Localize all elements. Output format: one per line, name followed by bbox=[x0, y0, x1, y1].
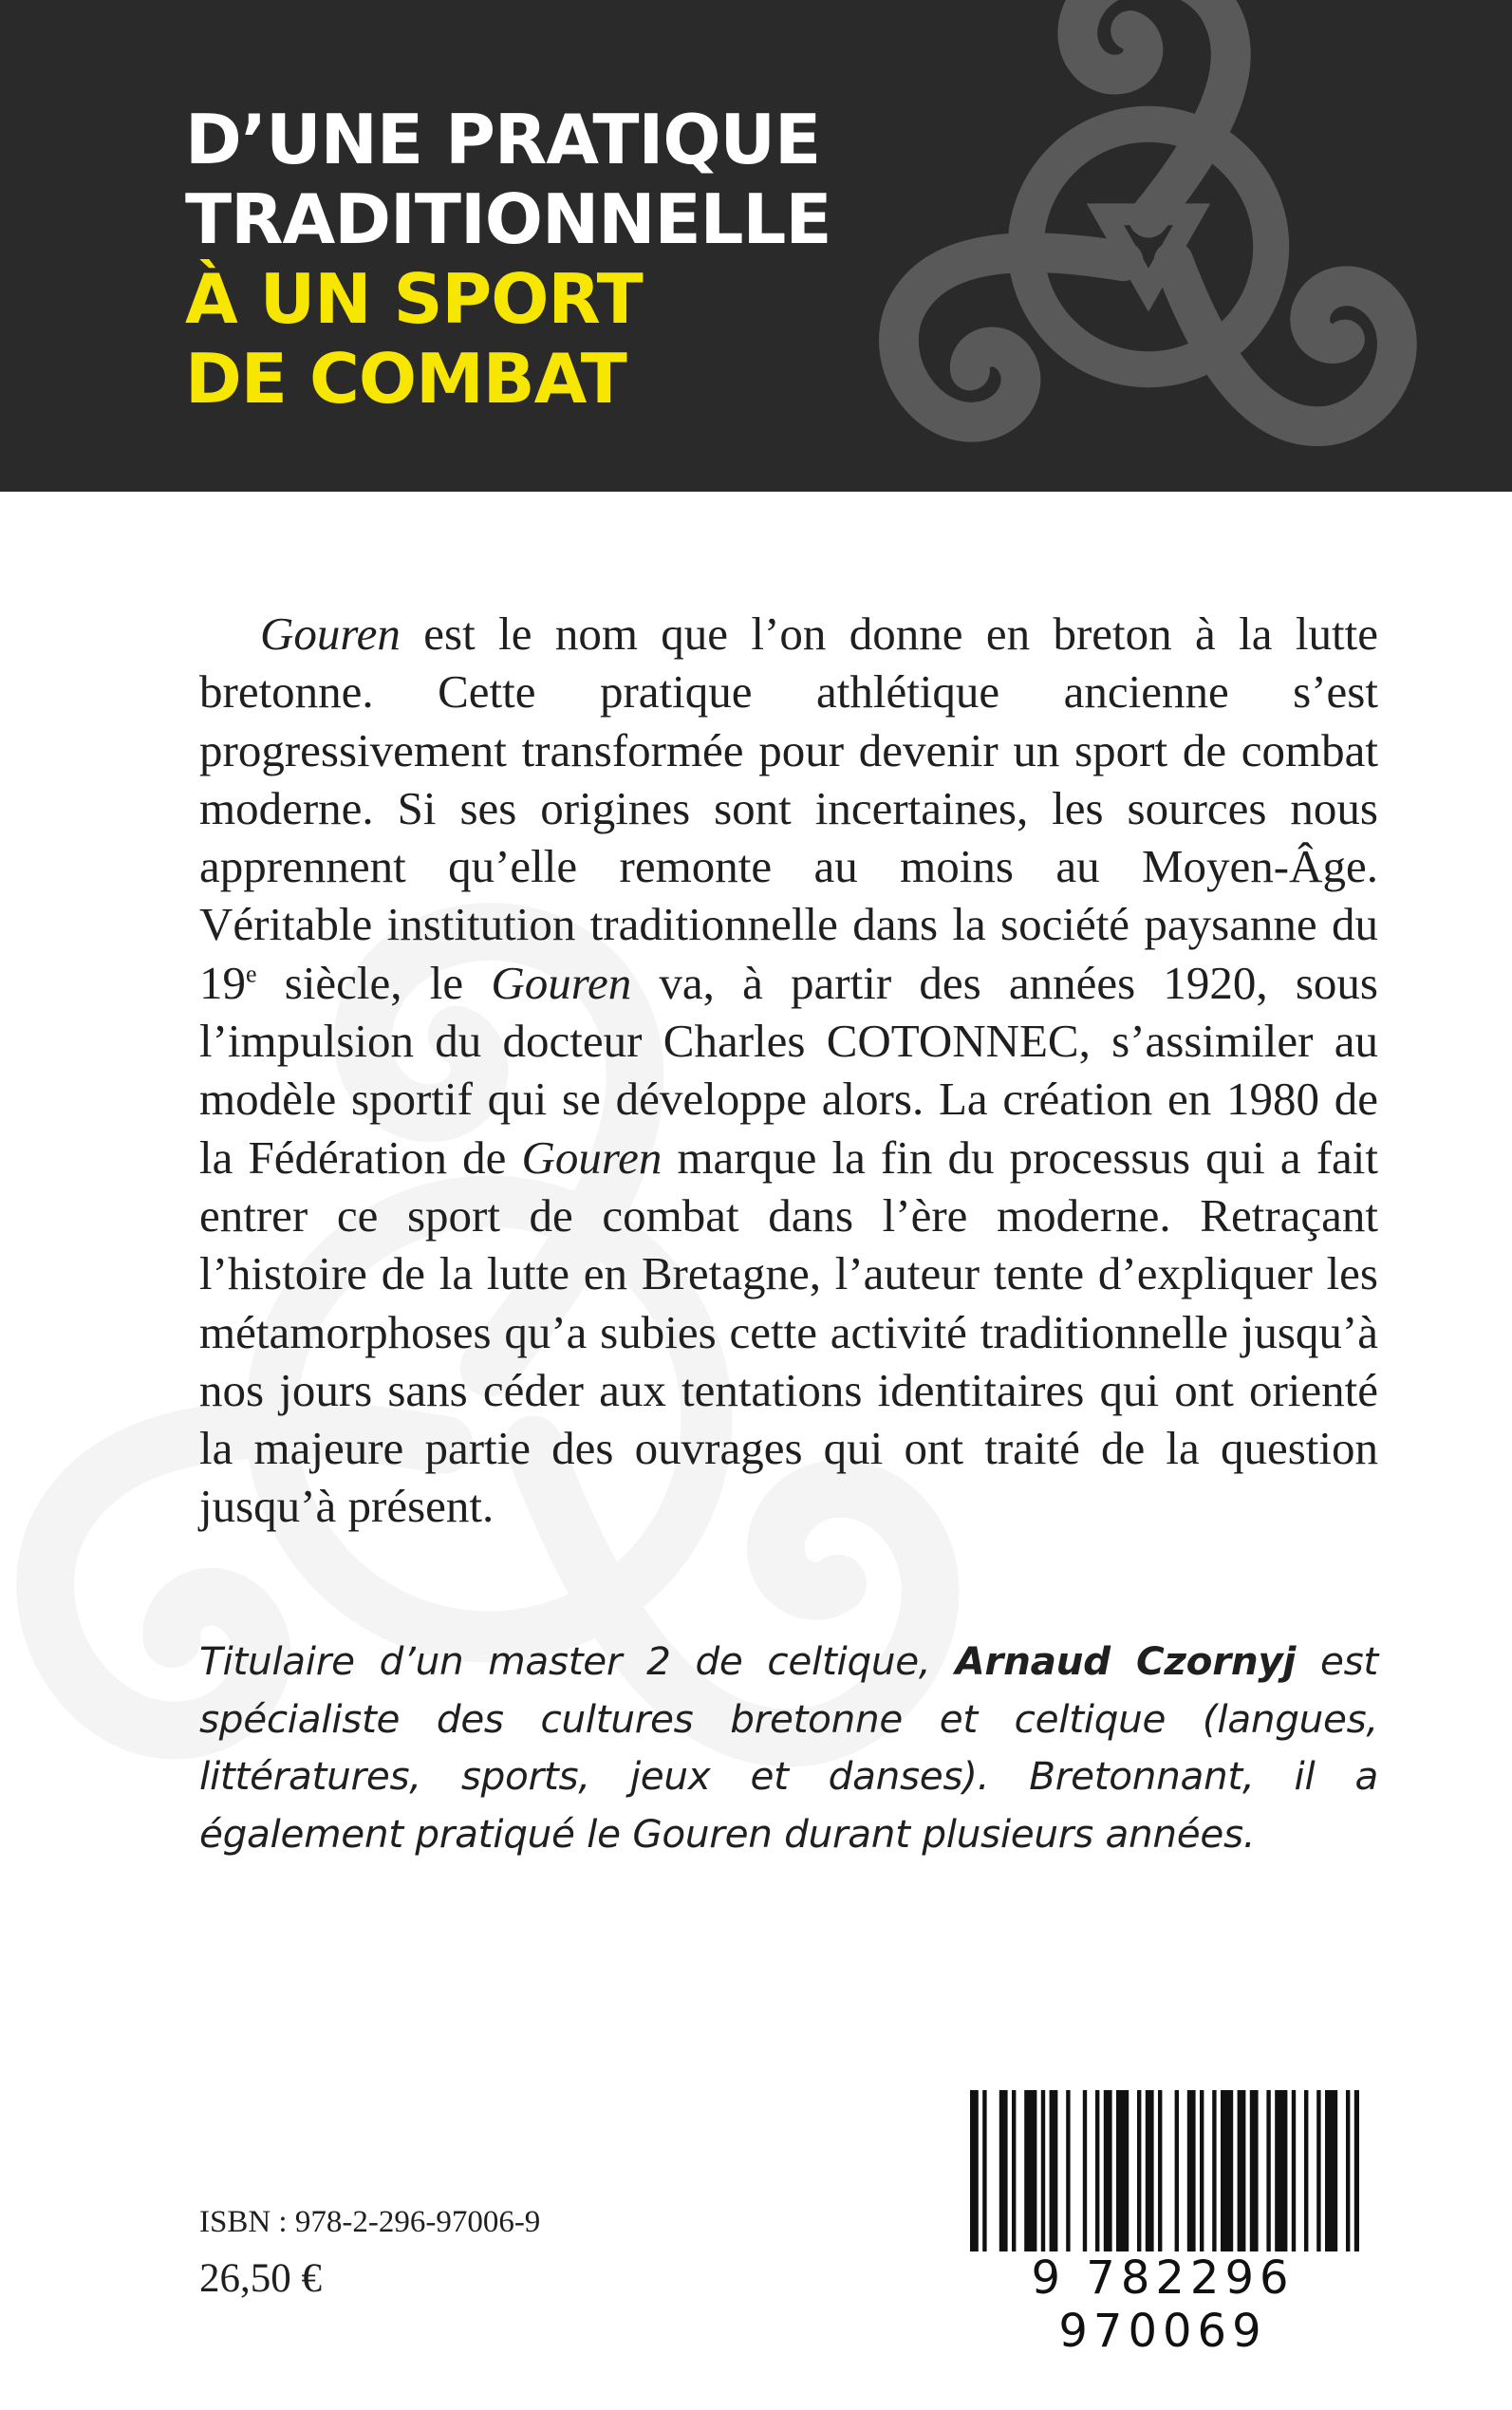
barcode-bar bbox=[1275, 2090, 1287, 2251]
summary-emphasis: Gouren bbox=[521, 1130, 663, 1184]
summary-paragraph bbox=[199, 605, 1378, 1536]
summary-text: siècle, le bbox=[256, 956, 492, 1009]
bio-text: Titulaire d’un master 2 de celtique, bbox=[199, 1638, 956, 1684]
price-label: 26,50 € bbox=[199, 2256, 322, 2301]
barcode-bar bbox=[1104, 2090, 1112, 2251]
title-line-highlight: DE COMBAT bbox=[185, 339, 626, 419]
barcode-bar bbox=[1304, 2090, 1308, 2251]
summary-superscript: e bbox=[246, 960, 257, 988]
isbn-label: ISBN : 978-2-296-97006-9 bbox=[199, 2205, 541, 2239]
barcode-bar bbox=[1221, 2090, 1233, 2251]
barcode-bar bbox=[1158, 2090, 1162, 2251]
barcode-bar bbox=[1146, 2090, 1154, 2251]
barcode-bar bbox=[1250, 2090, 1259, 2251]
summary-text: est le nom que l’on donne en breton à la lutte bretonne. Cette pratique athlétique ancienne s’est progressivement transformée pour devenir un sport de combat moderne. Si ses origines sont incertaines, les sources nous apprennent qu’elle remonte au moins au Moyen-Âge. Véritable institution traditionnelle dans la société paysanne du 19 bbox=[199, 607, 1378, 1009]
barcode-bar bbox=[1024, 2090, 1036, 2251]
triskelion-icon bbox=[788, 0, 1509, 492]
barcode-bar bbox=[1050, 2090, 1058, 2251]
barcode bbox=[949, 2081, 1376, 2358]
title-line: TRADITIONNELLE bbox=[185, 179, 831, 259]
summary-text: marque la fin du processus qui a fait entrer ce sport de combat dans l’ère moderne. Retraçant l’histoire de la lutte en Bretagne, l’auteur tente d’expliquer les métamorphoses qu’a subies cette activité traditionnelle jusqu’à nos jours sans céder aux tentations identitaires qui ont orienté la majeure partie des ouvrages qui ont traité de la question jusqu’à présent. bbox=[199, 1130, 1379, 1533]
summary-text: va, à partir des années 1920, sous l’impulsion du docteur Charles COTONNEC, s’assimiler au modèle sportif qui se développe alors. La création en 1980 de la Fédération de bbox=[199, 956, 1378, 1184]
title-line: D’UNE PRATIQUE bbox=[185, 100, 821, 179]
barcode-bar bbox=[1116, 2090, 1129, 2251]
barcode-bar bbox=[999, 2090, 1008, 2251]
barcode-bar bbox=[1083, 2090, 1087, 2251]
barcode-bar bbox=[970, 2090, 979, 2251]
barcode-bar bbox=[982, 2090, 986, 2251]
summary-emphasis: Gouren bbox=[491, 956, 632, 1009]
barcode-bar bbox=[1292, 2090, 1296, 2251]
summary-emphasis: Gouren bbox=[260, 607, 401, 660]
barcode-bar bbox=[1316, 2090, 1320, 2251]
barcode-bar bbox=[1095, 2090, 1099, 2251]
barcode-bar bbox=[1354, 2090, 1359, 2251]
barcode-bar bbox=[1212, 2090, 1216, 2251]
author-bio bbox=[199, 1633, 1378, 1862]
book-summary bbox=[199, 605, 1378, 1536]
barcode-bar bbox=[1041, 2090, 1045, 2251]
barcode-bar bbox=[1066, 2090, 1070, 2251]
barcode-bar bbox=[1238, 2090, 1246, 2251]
barcode-bar bbox=[1266, 2090, 1270, 2251]
title-line-highlight: À UN SPORT bbox=[185, 259, 643, 339]
barcode-bar bbox=[1012, 2090, 1016, 2251]
barcode-icon bbox=[966, 2090, 1359, 2251]
barcode-bar bbox=[1175, 2090, 1179, 2251]
barcode-bar bbox=[1137, 2090, 1141, 2251]
barcode-digits: 9 782296 970069 bbox=[1031, 2251, 1295, 2358]
author-name: Arnaud Czornyj bbox=[955, 1638, 1297, 1684]
barcode-bar bbox=[1200, 2090, 1204, 2251]
barcode-bar bbox=[1187, 2090, 1196, 2251]
barcode-bar bbox=[1325, 2090, 1337, 2251]
book-title bbox=[185, 100, 831, 419]
cover-header bbox=[0, 0, 1512, 492]
bio-text: est spécialiste des cultures bretonne et celtique (langues, littératures, sports, jeux et danses). Bretonnant, il a également pratiqué le Gouren durant plusieurs années. bbox=[199, 1638, 1378, 1857]
barcode-bar bbox=[1346, 2090, 1350, 2251]
